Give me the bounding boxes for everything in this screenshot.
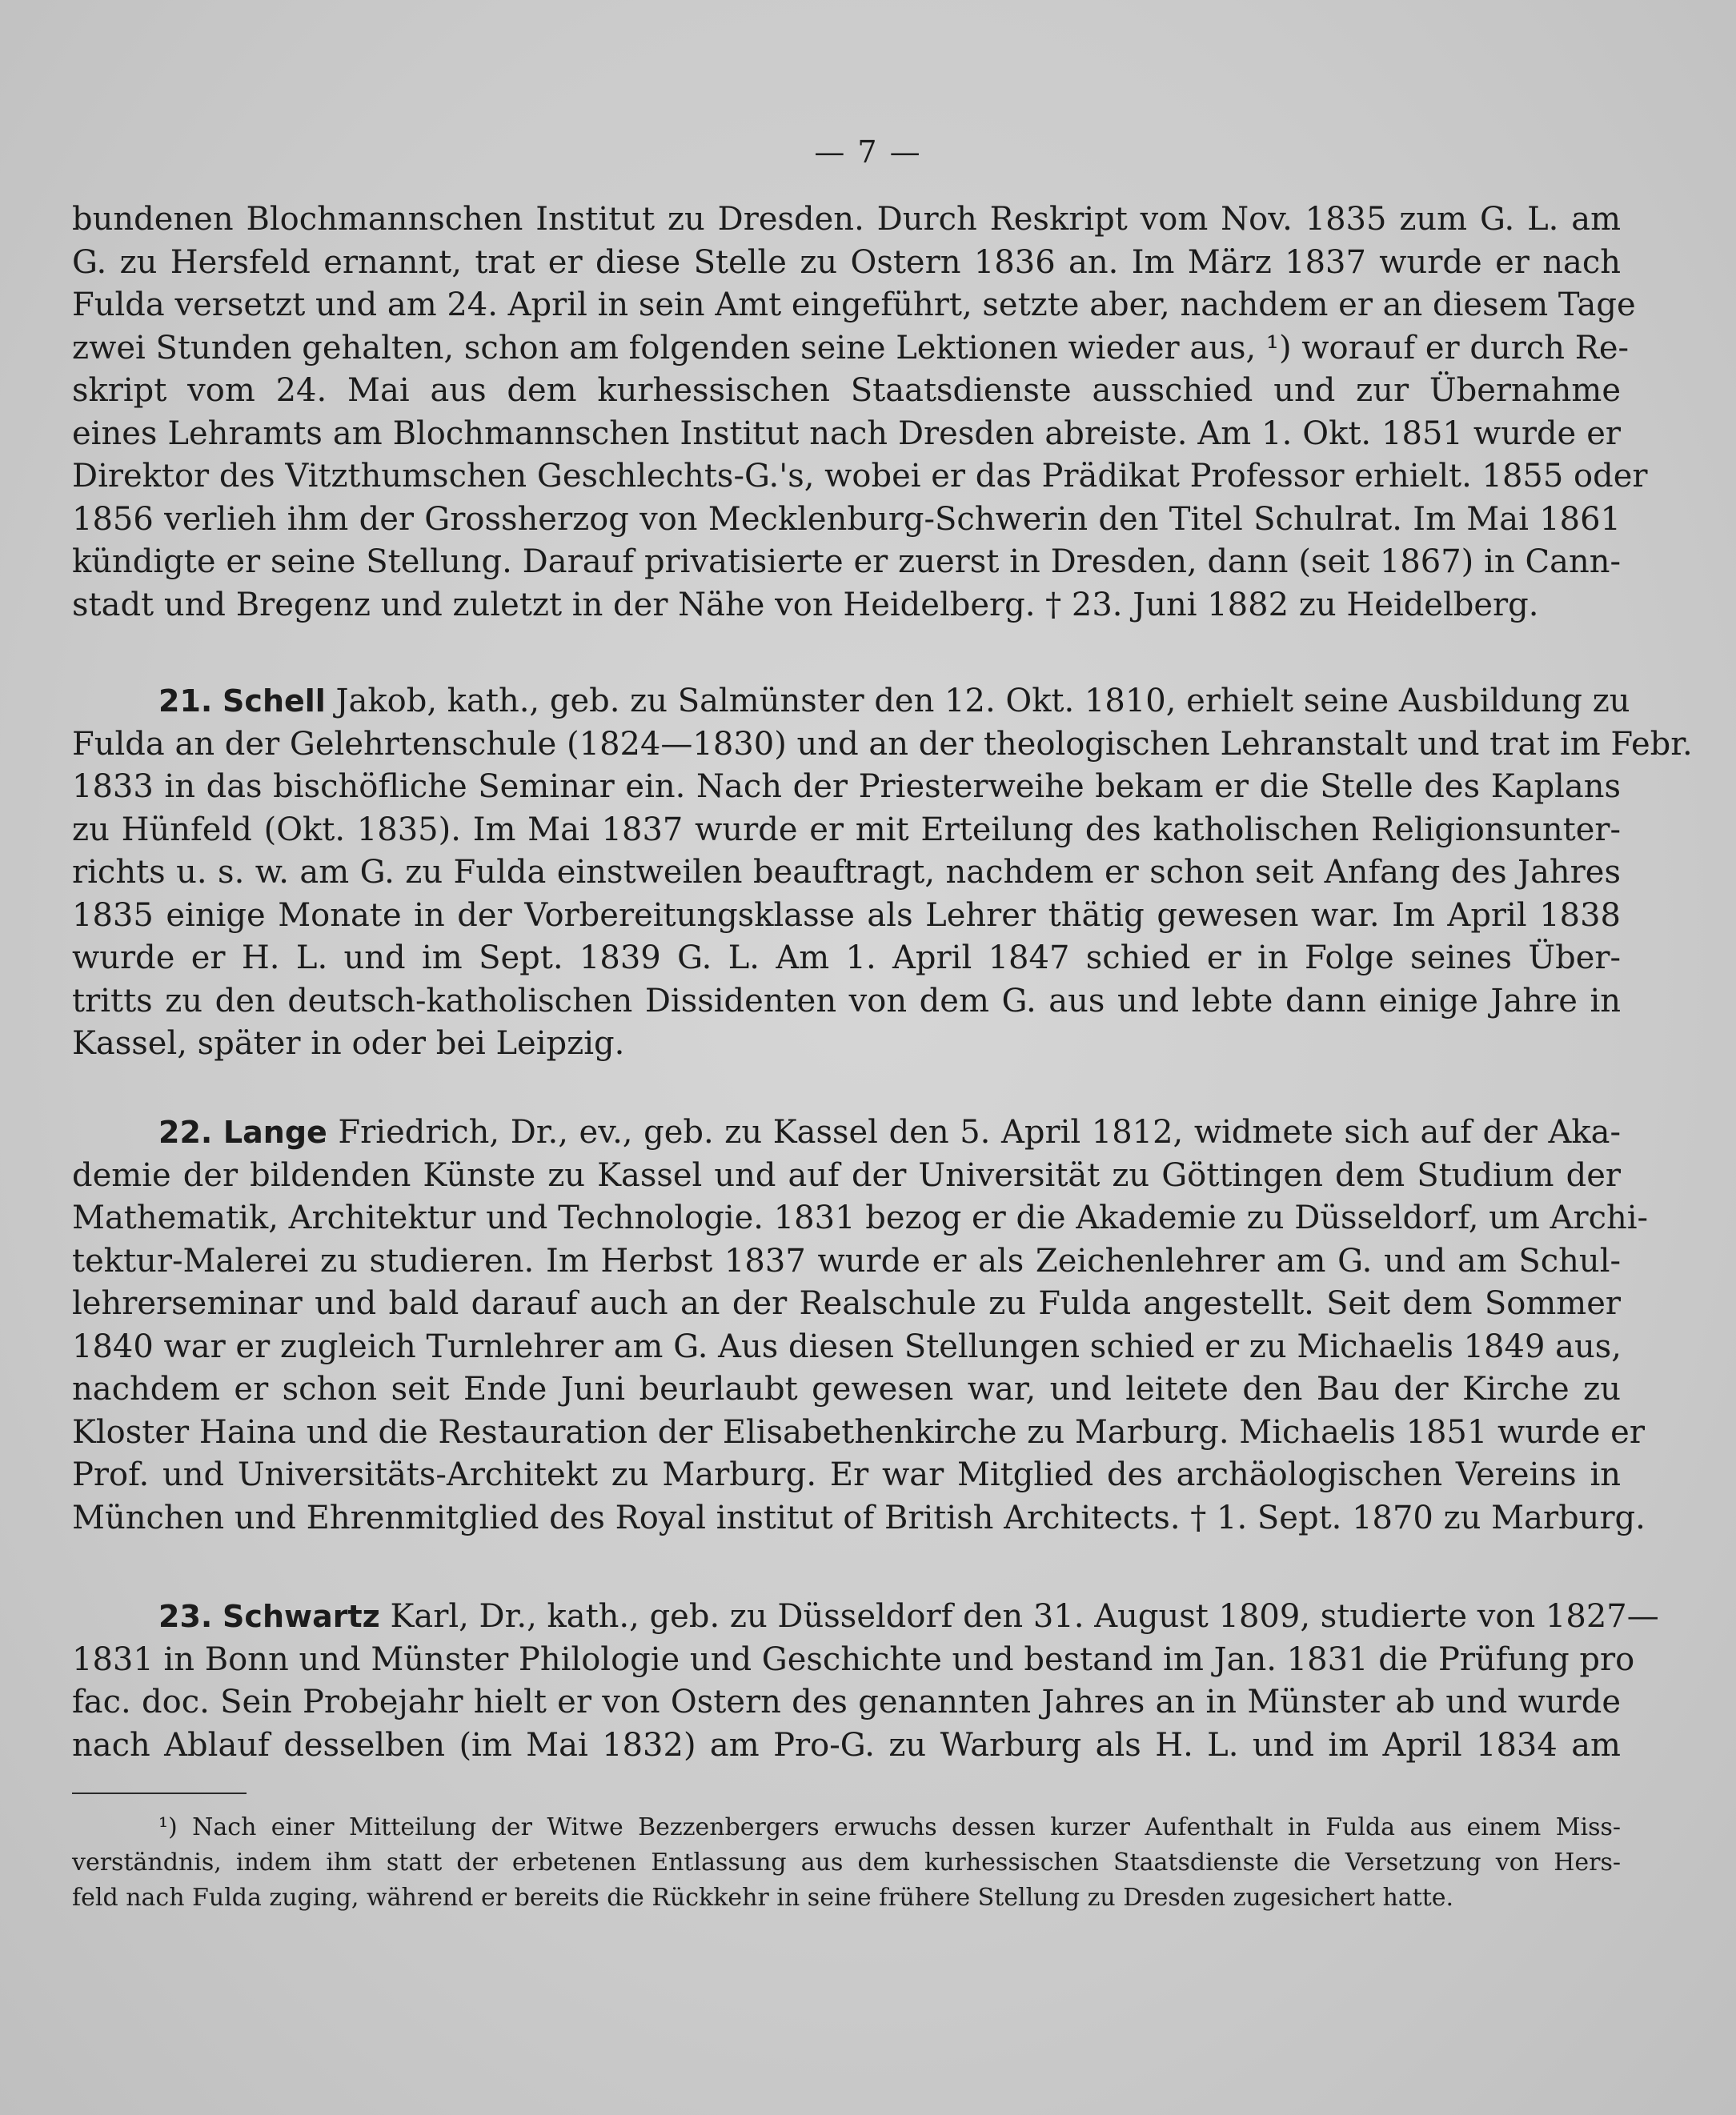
text-line: G. zu Hersfeld ernannt, trat er diese Stelle zu Ostern 1836 an. Im März 1837 wurde er nach xyxy=(72,243,1621,281)
text-line: München und Ehrenmitglied des Royal institut of British Architects. † 1. Sept. 1870 zu Marburg. xyxy=(72,1499,1646,1536)
entry-21 xyxy=(72,680,1693,1066)
text-line: 1831 in Bonn und Münster Philologie und Geschichte und bestand im Jan. 1831 die Prüfung pro xyxy=(72,1640,1635,1678)
text-line: nachdem er schon seit Ende Juni beurlaubt gewesen war, und leitete den Bau der Kirche zu xyxy=(72,1371,1621,1408)
text-line: demie der bildenden Künste zu Kassel und auf der Universität zu Göttingen dem Studium der xyxy=(72,1156,1621,1194)
entry-first-line: Jakob, kath., geb. zu Salmünster den 12. Okt. 1810, erhielt seine Ausbildung zu xyxy=(335,683,1630,719)
text-line: 1856 verlieh ihm der Grossherzog von Mecklenburg-Schwerin den Titel Schulrat. Im Mai 1861 xyxy=(72,500,1621,538)
entry-number: 23. xyxy=(158,1599,213,1634)
text-line: Kloster Haina und die Restauration der Elisabethenkirche zu Marburg. Michaelis 1851 wurde er xyxy=(72,1413,1645,1451)
text-line: richts u. s. w. am G. zu Fulda einstweilen beauftragt, nachdem er schon seit Anfang des Jahres xyxy=(72,854,1621,891)
text-line: Mathematik, Architektur und Technologie. 1831 bezog er die Akademie zu Düsseldorf, um Archi- xyxy=(72,1200,1649,1236)
text-line: bundenen Blochmannschen Institut zu Dresden. Durch Reskript vom Nov. 1835 zum G. L. am xyxy=(72,201,1621,238)
entry-name: Schell xyxy=(223,683,326,719)
text-line: tritts zu den deutsch-katholischen Dissidenten von dem G. aus und lebte dann einige Jahre in xyxy=(72,982,1621,1019)
entry-name: Lange xyxy=(223,1115,327,1150)
text-line: tektur-Malerei zu studieren. Im Herbst 1837 wurde er als Zeichenlehrer am G. und am Schul- xyxy=(72,1242,1621,1280)
entry-first-line: Friedrich, Dr., ev., geb. zu Kassel den 5. April 1812, widmete sich auf der Aka- xyxy=(338,1114,1621,1151)
entry-name: Schwartz xyxy=(223,1599,380,1634)
text-line: Prof. und Universitäts-Architekt zu Marburg. Er war Mitglied des archäologischen Vereins in xyxy=(72,1456,1621,1493)
entry-heading-line xyxy=(72,1596,1659,1639)
entry-number: 22. xyxy=(158,1115,213,1150)
text-line: fac. doc. Sein Probejahr hielt er von Ostern des genannten Jahres an in Münster ab und wurde xyxy=(72,1684,1621,1720)
text-line: lehrerseminar und bald darauf auch an der Realschule zu Fulda angestellt. Seit dem Sommer xyxy=(72,1285,1621,1322)
entry-23 xyxy=(72,1596,1659,1767)
footnote-line: ¹) Nach einer Mitteilung der Witwe Bezzenbergers erwuchs dessen kurzer Aufenthalt in Fulda aus einem Miss- xyxy=(158,1813,1621,1841)
entry-22 xyxy=(72,1112,1649,1540)
entry-number: 21. xyxy=(158,683,213,719)
entry-heading-line xyxy=(72,1112,1621,1155)
text-line: 1835 einige Monate in der Vorbereitungsklasse als Lehrer thätig gewesen war. Im April 1838 xyxy=(72,896,1621,934)
entry-first-line: Karl, Dr., kath., geb. zu Düsseldorf den 31. August 1809, studierte von 1827— xyxy=(390,1598,1659,1635)
footnote-line: feld nach Fulda zuging, während er bereits die Rückkehr in seine frühere Stellung zu Dresden zugesichert hatte. xyxy=(72,1884,1454,1912)
text-line: wurde er H. L. und im Sept. 1839 G. L. Am 1. April 1847 schied er in Folge seines Über- xyxy=(72,939,1621,976)
text-line: eines Lehramts am Blochmannschen Institut nach Dresden abreiste. Am 1. Okt. 1851 wurde er xyxy=(72,415,1621,452)
text-line: skript vom 24. Mai aus dem kurhessischen Staatsdienste ausschied und zur Übernahme xyxy=(72,372,1621,409)
entry-heading-line xyxy=(72,680,1630,723)
text-line: nach Ablauf desselben (im Mai 1832) am Pro-G. zu Warburg als H. L. und im April 1834 am xyxy=(72,1726,1621,1764)
text-line: Fulda an der Gelehrtenschule (1824—1830) und an der theologischen Lehranstalt und trat im Febr. xyxy=(72,725,1693,763)
text-line: zu Hünfeld (Okt. 1835). Im Mai 1837 wurde er mit Erteilung des katholischen Religionsunter- xyxy=(72,811,1621,848)
text-line: Fulda versetzt und am 24. April in sein Amt eingeführt, setzte aber, nachdem er an diesem Tage xyxy=(72,286,1636,323)
paragraph-continuation xyxy=(72,198,1648,627)
text-line: Direktor des Vitzthumschen Geschlechts-G.'s, wobei er das Prädikat Professor erhielt. 1855 oder xyxy=(72,458,1648,495)
page-number: — 7 — xyxy=(814,134,922,170)
text-line: zwei Stunden gehalten, schon am folgenden seine Lektionen wieder aus, ¹) worauf er durch Re- xyxy=(72,329,1630,367)
text-line: 1840 war er zugleich Turnlehrer am G. Aus diesen Stellungen schied er zu Michaelis 1849 aus, xyxy=(72,1328,1622,1365)
footnote xyxy=(72,1810,1621,1916)
text-line: stadt und Bregenz und zuletzt in der Nähe von Heidelberg. † 23. Juni 1882 zu Heidelberg. xyxy=(72,586,1539,623)
footnote-divider xyxy=(72,1793,247,1794)
text-line: 1833 in das bischöfliche Seminar ein. Nach der Priesterweihe bekam er die Stelle des Kaplans xyxy=(72,768,1621,805)
text-line: Kassel, später in oder bei Leipzig. xyxy=(72,1025,625,1062)
footnote-line: verständnis, indem ihm statt der erbetenen Entlassung aus dem kurhessischen Staatsdienste die Versetzung von Hers- xyxy=(72,1849,1621,1877)
text-line: kündigte er seine Stellung. Darauf privatisierte er zuerst in Dresden, dann (seit 1867) in Cann- xyxy=(72,543,1621,580)
